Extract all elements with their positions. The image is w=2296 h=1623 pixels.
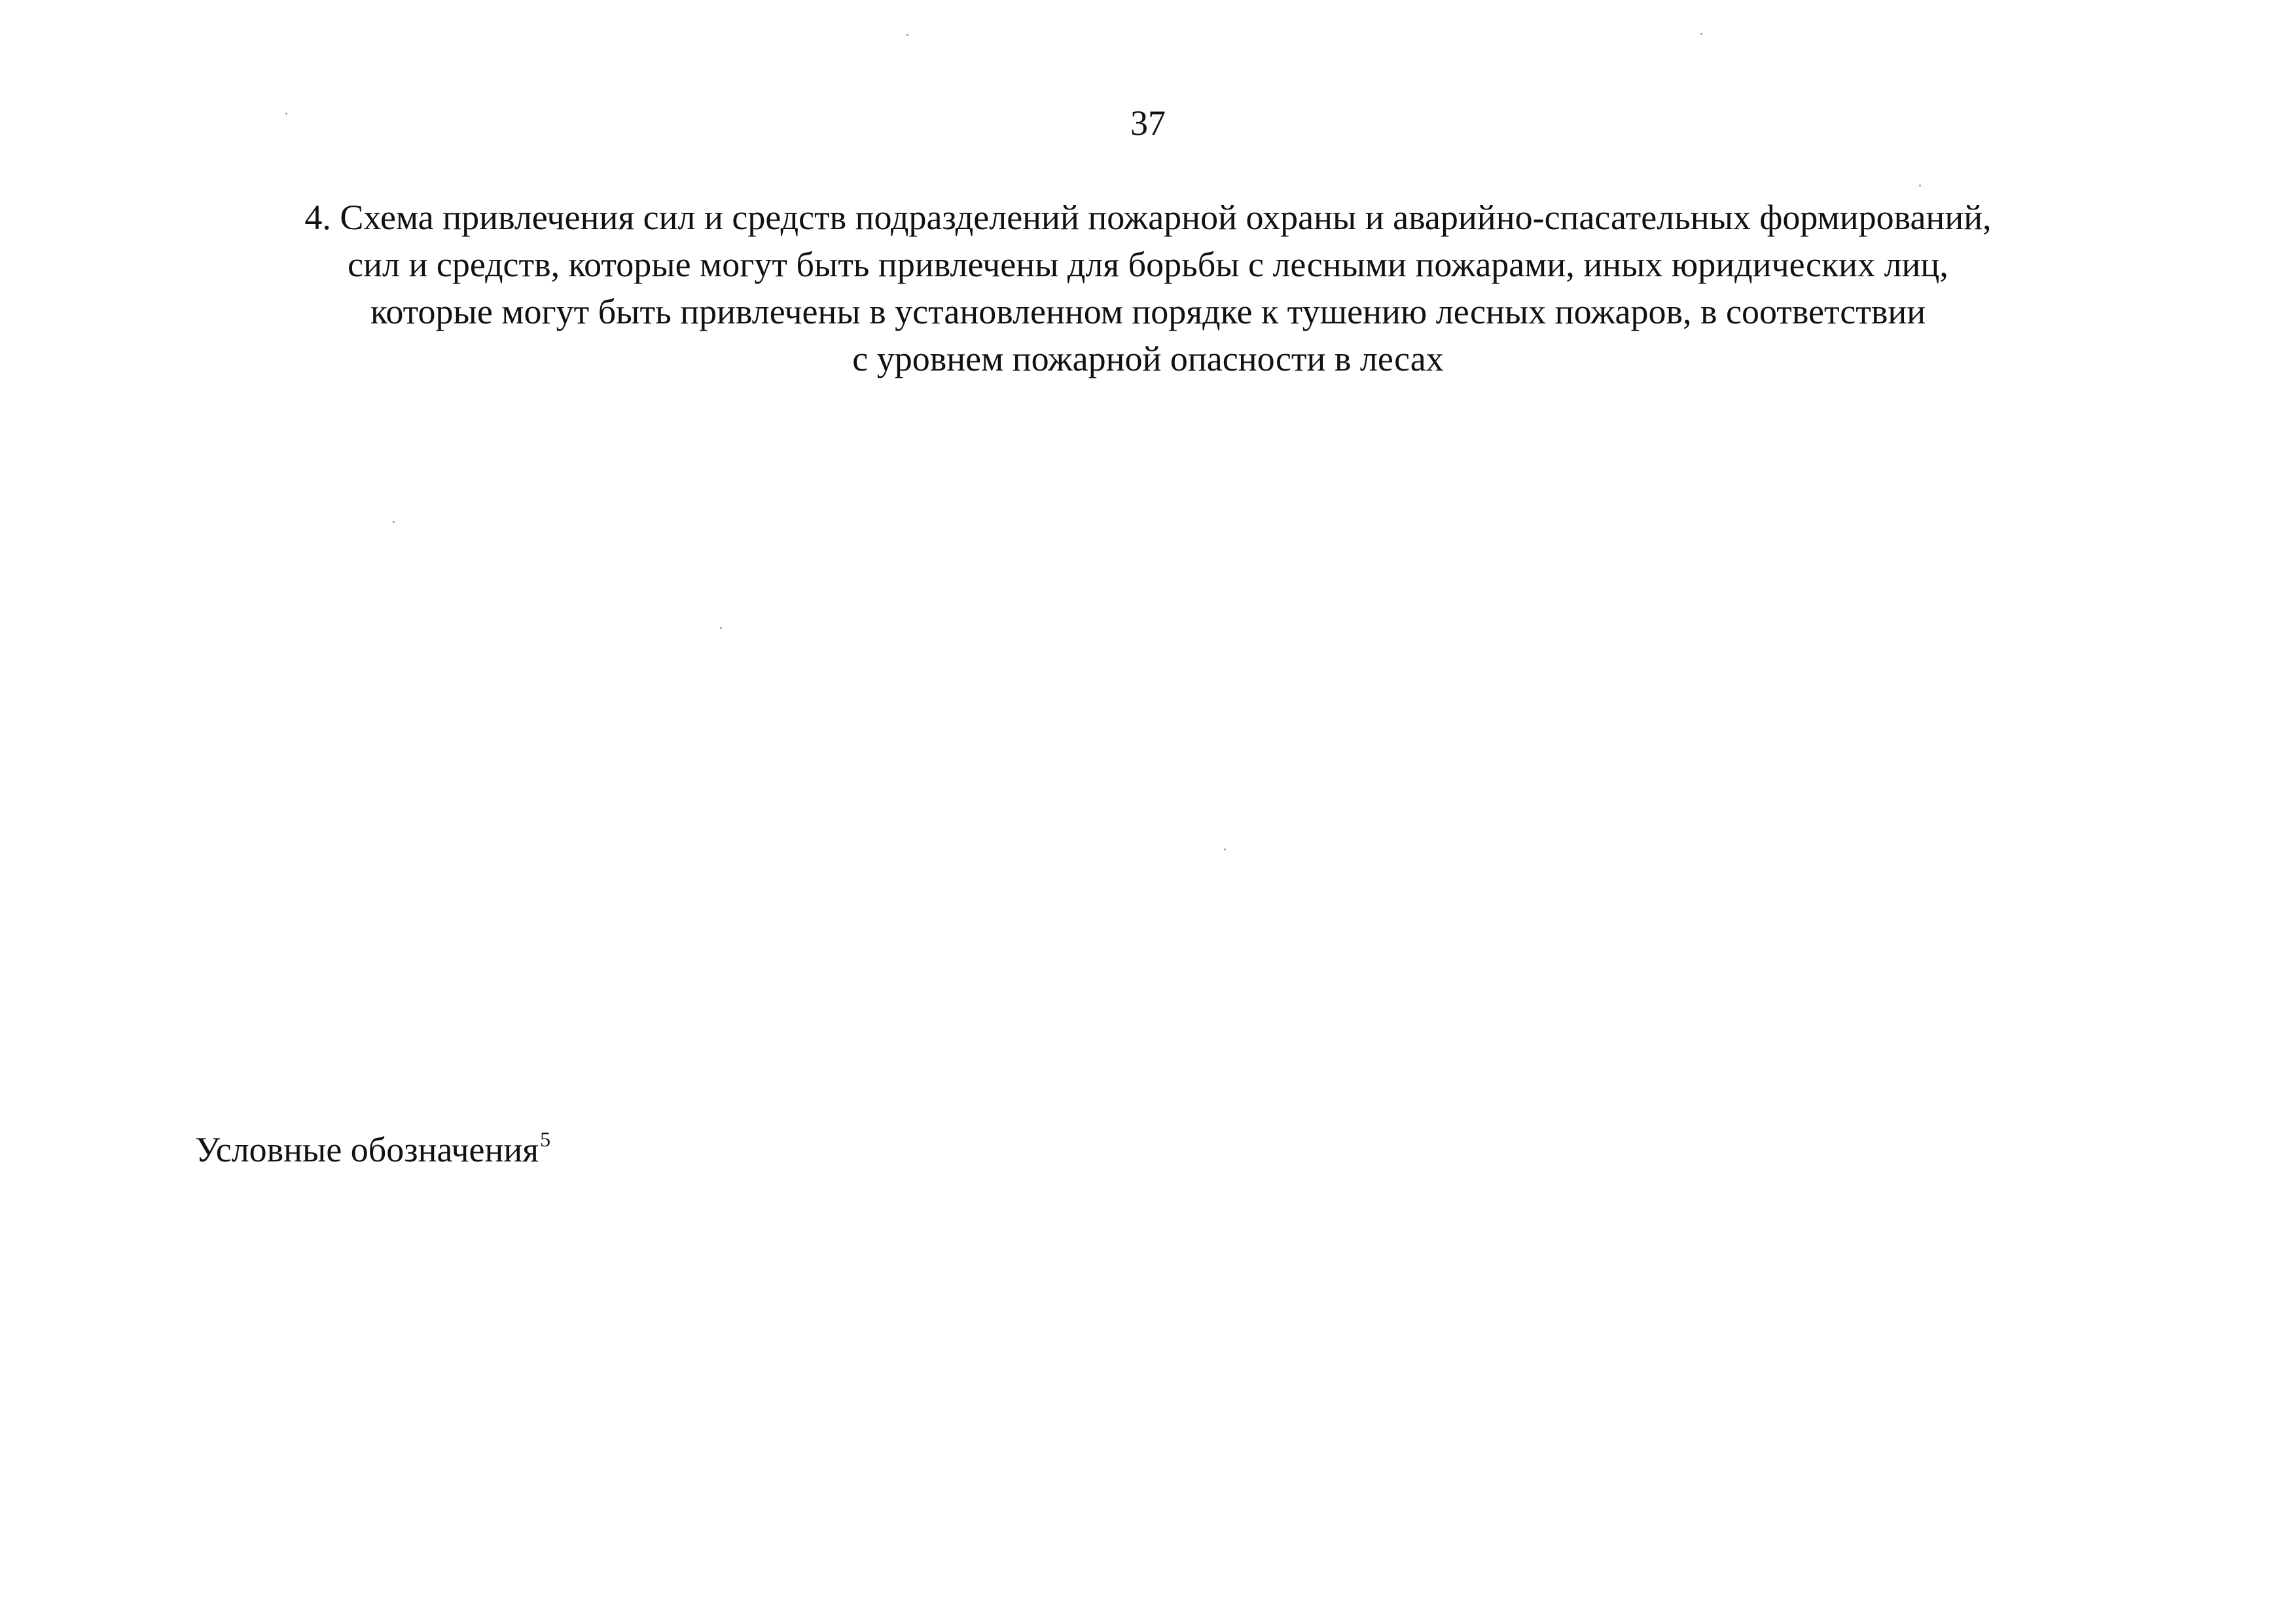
scan-speck	[906, 34, 908, 36]
scan-speck	[1919, 185, 1921, 187]
scan-speck	[285, 113, 287, 115]
heading-line: с уровнем пожарной опасности в лесах	[852, 339, 1444, 378]
heading-line: 4. Схема привлечения сил и средств подразделений пожарной охраны и аварийно-спасательных формирований,	[304, 198, 1992, 237]
section-heading	[0, 194, 2296, 382]
heading-line: сил и средств, которые могут быть привлечены для борьбы с лесными пожарами, иных юридических лиц,	[348, 245, 1948, 284]
legend-caption	[195, 1118, 550, 1173]
scan-speck	[720, 627, 722, 629]
legend-label: Условные обозначения	[195, 1130, 539, 1169]
scan-speck	[1700, 33, 1702, 35]
scan-speck	[393, 521, 395, 523]
footnote-mark: 5	[540, 1127, 551, 1151]
page-number: 37	[1130, 103, 1166, 143]
heading-line: которые могут быть привлечены в установленном порядке к тушению лесных пожаров, в соответствии	[370, 292, 1926, 331]
scan-speck	[1224, 848, 1226, 850]
